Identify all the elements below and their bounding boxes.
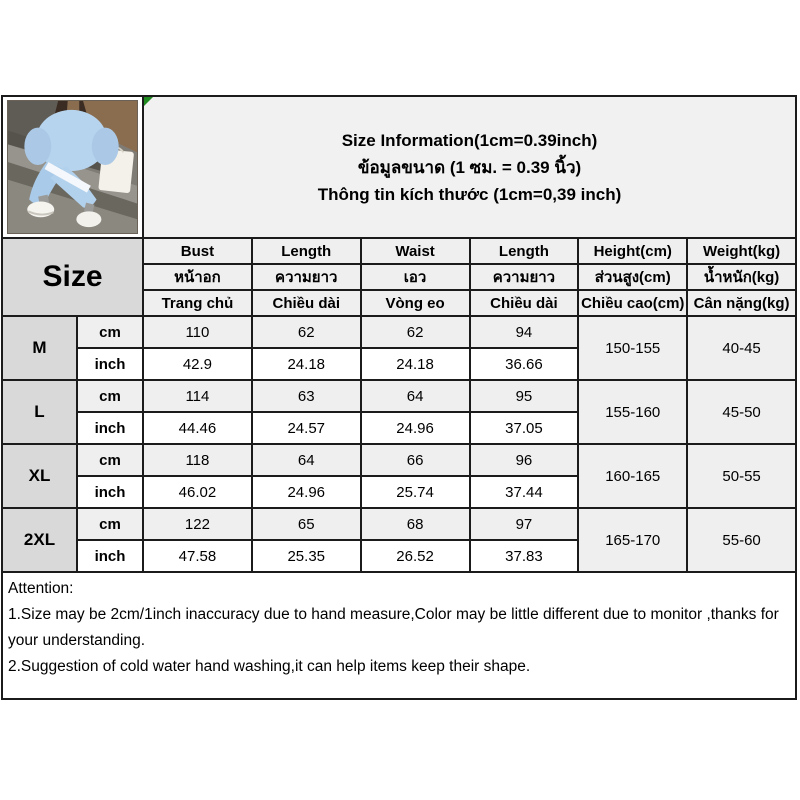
col-header-waist-en: Waist xyxy=(362,239,469,263)
unit-cm: cm xyxy=(78,381,142,411)
unit-inch: inch xyxy=(78,413,142,443)
size-table xyxy=(3,237,795,573)
value-m-length2-inch: 36.66 xyxy=(471,349,578,379)
value-2xl-length-inch: 25.35 xyxy=(253,541,360,571)
value-l-bust-inch: 44.46 xyxy=(144,413,251,443)
corner-flag-icon xyxy=(144,97,153,106)
unit-inch: inch xyxy=(78,349,142,379)
value-l-height: 155-160 xyxy=(579,381,686,443)
col-header-height-en: Height(cm) xyxy=(579,239,686,263)
title-block xyxy=(144,97,795,237)
value-l-length2-inch: 37.05 xyxy=(471,413,578,443)
value-l-waist-cm: 64 xyxy=(362,381,469,411)
col-header-height-vi: Chiều cao(cm) xyxy=(579,291,686,315)
value-xl-height: 160-165 xyxy=(579,445,686,507)
col-header-length2-th: ความยาว xyxy=(471,265,578,289)
col-header-waist-th: เอว xyxy=(362,265,469,289)
size-label-xl: XL xyxy=(3,445,76,507)
col-header-length2-en: Length xyxy=(471,239,578,263)
col-header-waist-vi: Vòng eo xyxy=(362,291,469,315)
value-m-length-cm: 62 xyxy=(253,317,360,347)
value-2xl-length2-cm: 97 xyxy=(471,509,578,539)
value-l-length-cm: 63 xyxy=(253,381,360,411)
attention-notes xyxy=(3,573,795,698)
value-2xl-waist-cm: 68 xyxy=(362,509,469,539)
value-xl-waist-cm: 66 xyxy=(362,445,469,475)
title-english: Size Information(1cm=0.39inch) xyxy=(341,130,598,150)
col-header-height-th: ส่วนสูง(cm) xyxy=(579,265,686,289)
unit-cm: cm xyxy=(78,317,142,347)
size-label-l: L xyxy=(3,381,76,443)
value-l-waist-inch: 24.96 xyxy=(362,413,469,443)
value-m-height: 150-155 xyxy=(579,317,686,379)
value-l-length2-cm: 95 xyxy=(471,381,578,411)
title-thai: ข้อมูลขนาด (1 ซม. = 0.39 นิ้ว) xyxy=(357,157,582,177)
unit-inch: inch xyxy=(78,541,142,571)
value-xl-bust-inch: 46.02 xyxy=(144,477,251,507)
value-xl-length-inch: 24.96 xyxy=(253,477,360,507)
col-header-length-vi: Chiều dài xyxy=(253,291,360,315)
unit-cm: cm xyxy=(78,509,142,539)
col-header-length-th: ความยาว xyxy=(253,265,360,289)
size-chart-panel xyxy=(1,95,797,700)
unit-inch: inch xyxy=(78,477,142,507)
col-header-bust-vi: Trang chủ xyxy=(144,291,251,315)
product-photo-illustration xyxy=(8,101,137,233)
value-2xl-bust-cm: 122 xyxy=(144,509,251,539)
col-header-length2-vi: Chiều dài xyxy=(471,291,578,315)
value-2xl-bust-inch: 47.58 xyxy=(144,541,251,571)
value-xl-length2-cm: 96 xyxy=(471,445,578,475)
value-m-length-inch: 24.18 xyxy=(253,349,360,379)
product-photo-cell xyxy=(3,97,144,237)
value-m-bust-inch: 42.9 xyxy=(144,349,251,379)
attention-heading: Attention: xyxy=(8,580,74,597)
value-xl-length2-inch: 37.44 xyxy=(471,477,578,507)
col-header-bust-th: หน้าอก xyxy=(144,265,251,289)
value-m-weight: 40-45 xyxy=(688,317,795,379)
value-xl-length-cm: 64 xyxy=(253,445,360,475)
size-label-m: M xyxy=(3,317,76,379)
product-photo xyxy=(7,100,138,234)
col-header-weight-en: Weight(kg) xyxy=(688,239,795,263)
value-m-length2-cm: 94 xyxy=(471,317,578,347)
unit-cm: cm xyxy=(78,445,142,475)
value-m-bust-cm: 110 xyxy=(144,317,251,347)
value-2xl-height: 165-170 xyxy=(579,509,686,571)
value-xl-weight: 50-55 xyxy=(688,445,795,507)
col-header-weight-th: น้ำหนัก(kg) xyxy=(688,265,795,289)
value-m-waist-cm: 62 xyxy=(362,317,469,347)
value-xl-bust-cm: 118 xyxy=(144,445,251,475)
attention-line-2: 2.Suggestion of cold water hand washing,it can help items keep their shape. xyxy=(8,658,531,675)
value-2xl-waist-inch: 26.52 xyxy=(362,541,469,571)
value-2xl-length2-inch: 37.83 xyxy=(471,541,578,571)
col-header-length-en: Length xyxy=(253,239,360,263)
value-2xl-weight: 55-60 xyxy=(688,509,795,571)
col-header-weight-vi: Cân nặng(kg) xyxy=(688,291,795,315)
size-label-2xl: 2XL xyxy=(3,509,76,571)
value-l-weight: 45-50 xyxy=(688,381,795,443)
header-section xyxy=(3,97,795,237)
attention-line-1: 1.Size may be 2cm/1inch inaccuracy due to hand measure,Color may be little different due to monitor ,thanks for your understanding. xyxy=(8,606,779,649)
value-2xl-length-cm: 65 xyxy=(253,509,360,539)
value-xl-waist-inch: 25.74 xyxy=(362,477,469,507)
title-vietnamese: Thông tin kích thước (1cm=0,39 inch) xyxy=(317,184,622,204)
value-m-waist-inch: 24.18 xyxy=(362,349,469,379)
value-l-length-inch: 24.57 xyxy=(253,413,360,443)
col-header-bust-en: Bust xyxy=(144,239,251,263)
size-header-cell: Size xyxy=(3,239,142,315)
value-l-bust-cm: 114 xyxy=(144,381,251,411)
